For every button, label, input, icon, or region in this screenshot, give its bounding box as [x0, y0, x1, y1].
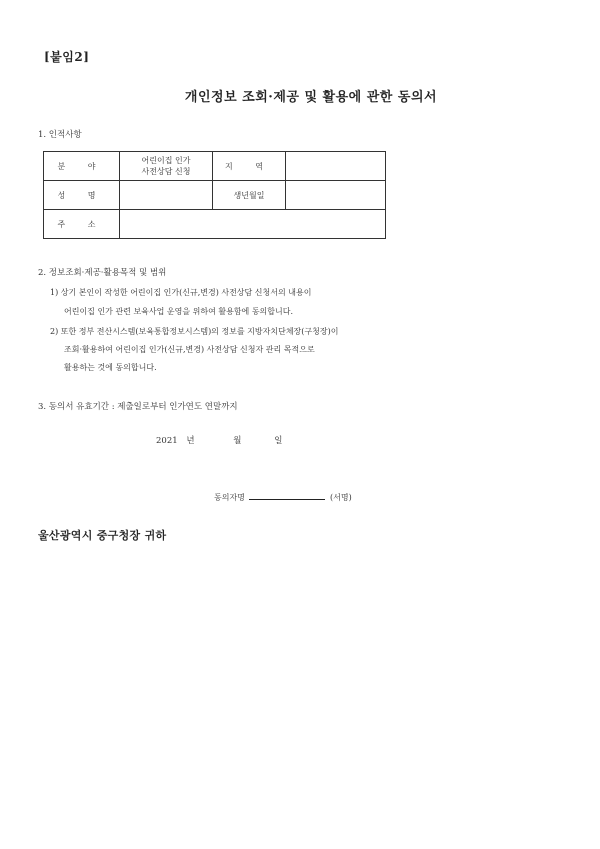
region-label: 지 역 [213, 152, 286, 181]
personal-info-table [43, 151, 386, 239]
date-month-unit: 월 [233, 436, 242, 446]
address-label: 주 소 [44, 210, 120, 239]
document-title: 개인정보 조회·제공 및 활용에 관한 동의서 [184, 90, 438, 105]
section2-item2-line3: 활용하는 것에 동의합니다. [64, 363, 157, 372]
date-year[interactable]: 2021 [156, 436, 178, 446]
signature-field[interactable] [249, 491, 325, 500]
signature-label: 동의자명 [214, 493, 245, 502]
birthdate-value[interactable] [286, 181, 386, 210]
region-value[interactable] [286, 152, 386, 181]
field-label: 분 야 [44, 152, 120, 181]
section2-item1-line2: 어린이집 인가 관련 보육사업 운영을 위하여 활용함에 동의합니다. [64, 307, 293, 316]
section2-heading: 2. 정보조회·제공·활용목적 및 범위 [38, 268, 167, 278]
section2-item2-line2: 조회·활용하여 어린이집 인가(신규,변경) 사전상담 신청자 관리 목적으로 [64, 345, 315, 354]
table-row [44, 152, 386, 181]
field-value [120, 152, 213, 181]
date-line [156, 434, 282, 446]
field-value-line2: 사전상담 신청 [141, 167, 191, 176]
appendix-label: [붙임2] [44, 50, 90, 64]
table-row [44, 210, 386, 239]
signature-suffix: (서명) [330, 493, 352, 502]
section2-item1-line1: 1) 상기 본인이 작성한 어린이집 인가(신규,변경) 사전상담 신청서의 내용이 [50, 288, 312, 297]
field-value-line1: 어린이집 인가 [141, 156, 191, 165]
signature-line [214, 491, 352, 503]
section3-heading: 3. 동의서 유효기간 : 제출일로부터 인가연도 연말까지 [38, 402, 238, 412]
date-year-unit: 년 [186, 436, 195, 446]
birthdate-label: 생년월일 [213, 181, 286, 210]
date-day-unit: 일 [274, 436, 283, 446]
section2-item2-line1: 2) 또한 정부 전산시스템(보육통합정보시스템)의 정보를 지방자치단체장(구청장)이 [50, 327, 339, 336]
section1-heading: 1. 인적사항 [38, 130, 82, 140]
table-row [44, 181, 386, 210]
addressee: 울산광역시 중구청장 귀하 [38, 529, 167, 542]
address-value[interactable] [120, 210, 386, 239]
name-value[interactable] [120, 181, 213, 210]
name-label: 성 명 [44, 181, 120, 210]
